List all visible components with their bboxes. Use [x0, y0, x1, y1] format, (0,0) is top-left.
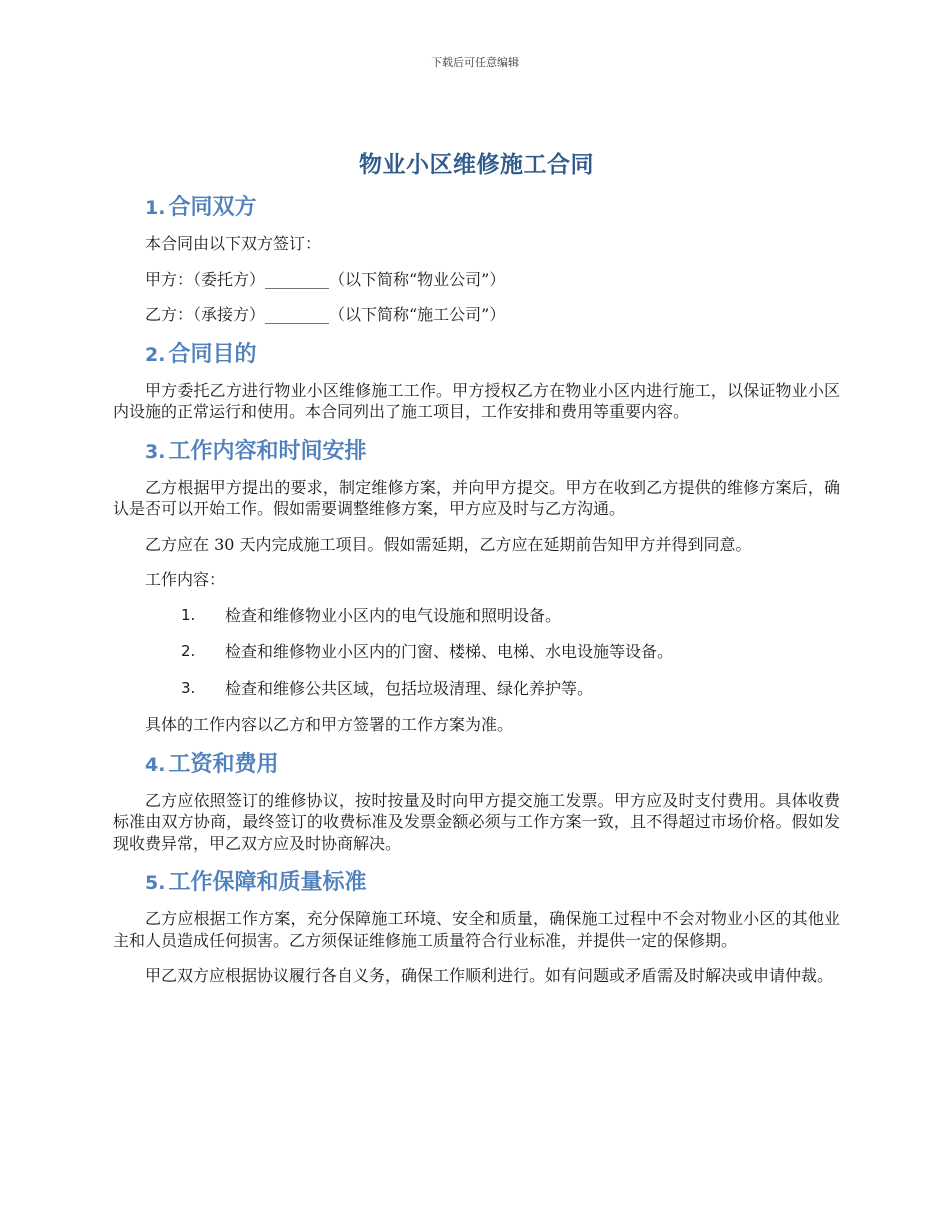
section-number: 1.: [145, 197, 166, 219]
paragraph: 乙方应依照签订的维修协议，按时按量及时向甲方提交施工发票。甲方应及时支付费用。具体收费标准由双方协商，最终签订的收费标准及发票金额必须与工作方案一致，且不得超过市场价格。假如发现收费异常，甲乙双方应及时协商解决。: [113, 790, 840, 853]
section-title: 工资和费用: [168, 751, 279, 777]
list-item-text: 检查和维修公共区域，包括垃圾清理、绿化养护等。: [225, 678, 594, 698]
section-number: 3.: [145, 440, 166, 463]
paragraph: 甲乙双方应根据协议履行各自义务，确保工作顺利进行。如有问题或矛盾需及时解决或申请仲裁。: [145, 966, 834, 985]
section-heading-5: [145, 868, 840, 898]
section-heading-4: [145, 750, 840, 780]
party-a-line: 甲方：（委托方）________（以下简称“物业公司”）: [145, 269, 506, 289]
section-title: 合同目的: [168, 341, 257, 367]
list-number: 3.: [181, 678, 196, 697]
paragraph: 乙方根据甲方提出的要求，制定维修方案，并向甲方提交。甲方在收到乙方提供的维修方案后，确认是否可以开始工作。假如需要调整维修方案，甲方应及时与乙方沟通。: [113, 477, 840, 518]
list-item: [113, 605, 840, 627]
section-heading-1: [145, 193, 840, 223]
list-item: [113, 641, 840, 663]
list-number: 1.: [181, 605, 196, 624]
section-number: 4.: [145, 753, 166, 776]
section-heading-2: [145, 340, 840, 370]
list-number: 2.: [181, 642, 196, 660]
work-content-list: [113, 605, 840, 700]
party-b-line: 乙方：（承接方）________（以下简称“施工公司”）: [145, 305, 506, 324]
page-header-note: 下载后可任意编辑: [431, 56, 519, 69]
paragraph: 乙方应根据工作方案，充分保障施工环境、安全和质量，确保施工过程中不会对物业小区的其他业主和人员造成任何损害。乙方须保证维修施工质量符合行业标准，并提供一定的保修期。: [113, 909, 840, 950]
paragraph: 甲方委托乙方进行物业小区维修施工工作。甲方授权乙方在物业小区内进行施工，以保证物业小区内设施的正常运行和使用。本合同列出了施工项目，工作安排和费用等重要内容。: [113, 380, 840, 421]
section-title: 工作内容和时间安排: [168, 438, 367, 464]
paragraph: 乙方应在 30 天内完成施工项目。假如需延期，乙方应在延期前告知甲方并得到同意。: [145, 534, 752, 554]
section-heading-3: [145, 437, 840, 467]
section-number: 2.: [145, 343, 166, 366]
list-item-text: 检查和维修物业小区内的电气设施和照明设备。: [225, 605, 562, 625]
section-title: 合同双方: [168, 195, 257, 220]
list-item-text: 检查和维修物业小区内的门窗、楼梯、电梯、水电设施等设备。: [225, 642, 674, 661]
paragraph: 本合同由以下双方签订：: [145, 234, 322, 253]
paragraph: 工作内容：: [145, 570, 226, 589]
paragraph: 具体的工作内容以乙方和甲方签署的工作方案为准。: [145, 715, 514, 734]
section-title: 工作保障和质量标准: [168, 870, 367, 895]
document-title: 物业小区维修施工合同: [359, 152, 594, 178]
section-number: 5.: [145, 872, 166, 894]
document-body: [113, 146, 840, 1001]
list-item: [113, 678, 840, 700]
